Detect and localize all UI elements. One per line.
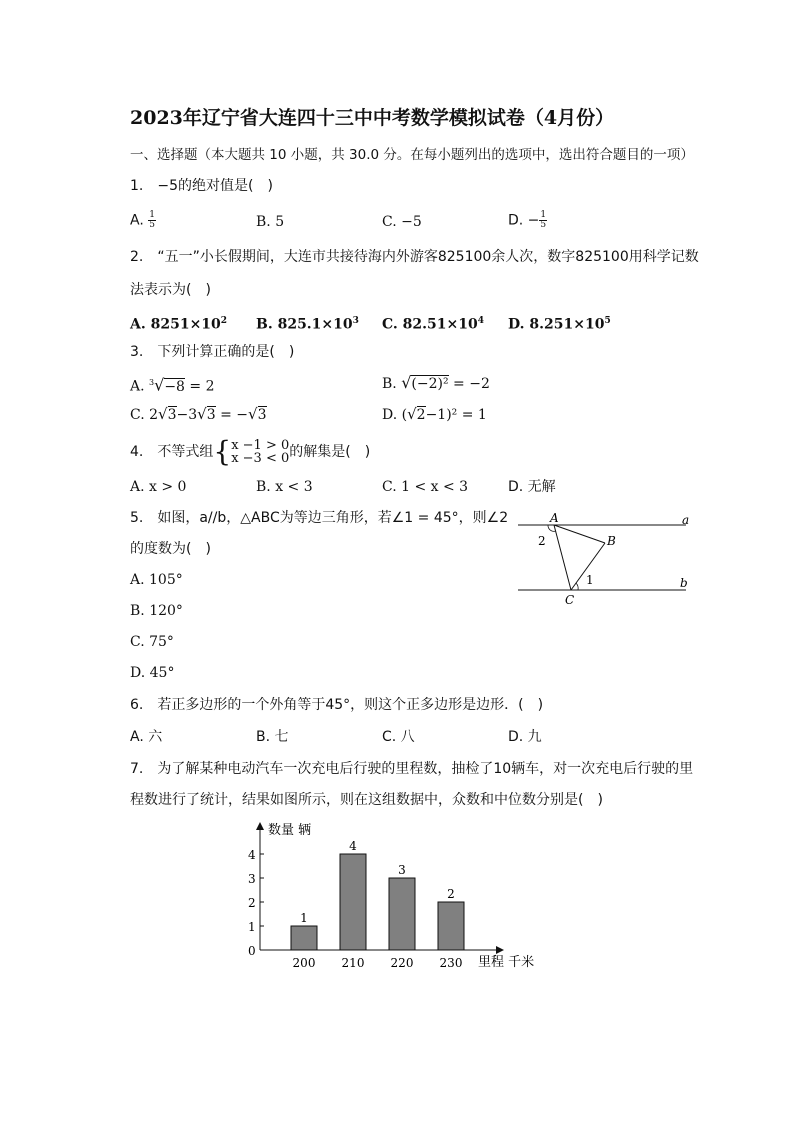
q1-stem: 1. −5的绝对值是( ) [130,178,273,194]
q4-option-d: D. 无解 [508,479,556,495]
q4-stem: 4. 不等式组{ x −1 > 0 x −3 < 0 的解集是( ) [130,435,371,468]
q3-option-b: B. √(−2)² = −2 [382,373,490,392]
q5-option-a: A. 105° [130,572,183,588]
q1-option-b: B. 5 [256,214,285,230]
q2-option-a: A. $8251\times 10^2$ [130,316,228,333]
label-angle-1: 1 [586,573,594,587]
y-tick-label: 3 [248,872,256,886]
q3-option-d: D. (√2−1)² = 1 [382,405,487,423]
q5-option-d: D. 45° [130,665,175,681]
bar-210 [340,854,366,950]
y-tick-label: 4 [248,848,256,862]
q6-option-d: D. 九 [508,729,542,745]
q5-option-c: C. 75° [130,634,174,650]
q4-option-c: C. 1 < x < 3 [382,479,469,495]
q7-stem-line1: 7. 为了解某种电动汽车一次充电后行驶的里程数，抽检了10辆车，对一次充电后行驶的里 [130,761,694,777]
x-tick-label: 230 [439,956,463,970]
x-tick-label: 220 [390,956,414,970]
label-a-point: A [550,511,559,525]
q6-option-a: A. 六 [130,729,163,745]
y-axis-label: 数量 辆 [268,823,312,838]
q4-option-a: A. x > 0 [130,479,187,495]
label-line-b: b [680,576,688,590]
angle-1-arc [576,583,578,590]
bar-value-label: 3 [398,863,406,877]
bar-200 [291,926,317,950]
q4-option-b: B. x < 3 [256,479,313,495]
q4-inequality-1: x −1 > 0 [231,438,290,453]
x-tick-label: 200 [292,956,316,970]
bar-value-label: 4 [349,839,357,853]
q3-option-c: C. 2√3−3√3 = −√3 [130,405,267,423]
label-c-point: C [565,593,575,607]
q7-bar-chart [240,820,560,970]
bar-value-label: 2 [447,887,455,901]
segment-ab [554,525,605,543]
bar-220 [389,878,415,950]
segment-ac [554,525,571,590]
q6-option-c: C. 八 [382,729,415,745]
q1-option-d: D. − $\frac{1}{5}$ [508,210,547,230]
q1-option-a: A. $\frac{1}{5}$ [130,210,155,230]
q5-stem-line1: 5. 如图，a//b，△ABC为等边三角形，若∠1 = 45°，则∠2 [130,510,509,526]
q2-option-c: C. $82.51\times 10^4$ [382,316,484,333]
q1-option-c: C. −5 [382,214,422,230]
q2-option-b: B. $825.1\times 10^3$ [256,316,359,333]
q5-option-b: B. 120° [130,603,183,619]
bar-value-label: 1 [300,911,308,925]
label-b-point: B [607,534,616,548]
q3-option-a: A. $^3$√−8 = 2 [130,375,215,395]
x-tick-label: 210 [341,956,365,970]
label-line-a: a [682,513,690,527]
bar-230 [438,902,464,950]
y-tick-label: 1 [248,920,256,934]
q5-geometry-figure [510,508,710,608]
q6-option-b: B. 七 [256,729,289,745]
label-angle-2: 2 [538,534,546,548]
q2-stem-line2: 法表示为( ) [130,282,211,298]
q4-inequality-2: x −3 < 0 [231,451,290,466]
q5-stem-line2: 的度数为( ) [130,541,211,557]
y-tick-label: 0 [248,944,256,958]
q2-stem-line1: 2. “五一”小长假期间，大连市共接待海内外游客825100余人次，数字825100用科学记数 [130,249,699,265]
page-title: 2023年辽宁省大连四十三中中考数学模拟试卷（4月份） [130,107,615,129]
q7-stem-line2: 程数进行了统计，结果如图所示，则在这组数据中，众数和中位数分别是( ) [130,792,603,808]
y-tick-label: 2 [248,896,256,910]
x-axis-label: 里程 千米 [478,955,535,970]
q2-option-d: D. $8.251\times 10^5$ [508,316,611,333]
q6-stem: 6. 若正多边形的一个外角等于45°，则这个正多边形是边形．( ) [130,697,544,713]
q3-stem: 3. 下列计算正确的是( ) [130,344,295,360]
section-header: 一、选择题（本大题共 10 小题，共 30.0 分。在每小题列出的选项中，选出符合题目的一项） [130,147,694,163]
